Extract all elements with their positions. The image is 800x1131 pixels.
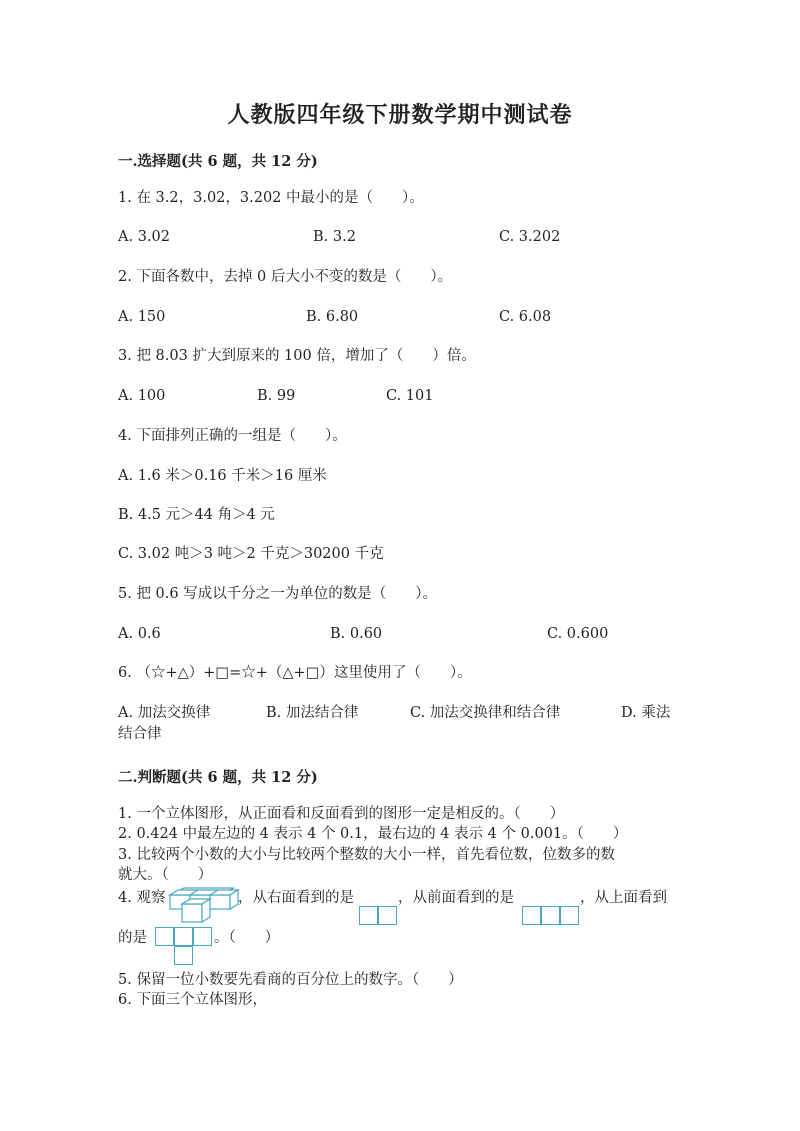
front-view-square bbox=[522, 906, 541, 925]
option-continuation: 结合律 bbox=[118, 726, 162, 742]
judgment-item: 3. 比较两个小数的大小与比较两个整数的大小一样，首先看位数，位数多的数 bbox=[118, 847, 615, 863]
judgment-item-text: 。（ ） bbox=[214, 930, 280, 946]
judgment-item: 4. 观察 bbox=[118, 890, 166, 906]
option: A. 0.6 bbox=[118, 626, 161, 642]
option: A. 加法交换律 bbox=[118, 705, 211, 721]
option: B. 99 bbox=[257, 388, 296, 404]
front-view-square bbox=[560, 906, 579, 925]
option: A. 150 bbox=[118, 309, 166, 325]
question-stem: 2. 下面各数中，去掉 0 后大小不变的数是（ ）。 bbox=[118, 269, 453, 285]
cube-figure bbox=[168, 890, 238, 926]
top-view-square bbox=[174, 946, 193, 965]
option: B. 6.80 bbox=[306, 309, 359, 325]
question-stem: 3. 把 8.03 扩大到原来的 100 倍，增加了（ ）倍。 bbox=[118, 348, 476, 364]
option: C. 3.02 吨＞3 吨＞2 千克＞30200 千克 bbox=[118, 546, 384, 562]
option: C. 加法交换律和结合律 bbox=[410, 705, 561, 721]
option: C. 3.202 bbox=[499, 229, 561, 245]
judgment-item: 2. 0.424 中最左边的 4 表示 4 个 0.1，最右边的 4 表示 4 个 0.001。（ ） bbox=[118, 826, 628, 842]
judgment-item-continuation: 就大。（ ） bbox=[118, 867, 213, 883]
top-view-square bbox=[174, 927, 193, 946]
right-view-square bbox=[359, 906, 378, 925]
judgment-item: 6. 下面三个立体图形， bbox=[118, 992, 267, 1008]
page-title: 人教版四年级下册数学期中测试卷 bbox=[227, 102, 573, 128]
option: A. 3.02 bbox=[118, 229, 170, 245]
front-view-square bbox=[541, 906, 560, 925]
option: A. 1.6 米＞0.16 千米＞16 厘米 bbox=[118, 468, 327, 484]
option: B. 加法结合律 bbox=[266, 705, 359, 721]
judgment-item-text: ，从上面看到 bbox=[580, 890, 667, 906]
top-view-square bbox=[155, 927, 174, 946]
question-stem: 6. （☆+△）+□=☆+（△+□）这里使用了（ ）。 bbox=[118, 665, 472, 681]
right-view-square bbox=[378, 906, 397, 925]
option: C. 0.600 bbox=[547, 626, 609, 642]
option: C. 101 bbox=[386, 388, 434, 404]
option: B. 4.5 元＞44 角＞4 元 bbox=[118, 507, 275, 523]
option: B. 0.60 bbox=[330, 626, 383, 642]
section-heading-judgment: 二.判断题(共 6 题，共 12 分) bbox=[118, 769, 318, 786]
question-stem: 5. 把 0.6 写成以千分之一为单位的数是（ ）。 bbox=[118, 586, 437, 602]
section-heading-choice: 一.选择题(共 6 题，共 12 分) bbox=[118, 153, 318, 170]
top-view-square bbox=[193, 927, 212, 946]
question-stem: 4. 下面排列正确的一组是（ ）。 bbox=[118, 428, 347, 444]
option: B. 3.2 bbox=[313, 229, 356, 245]
judgment-item-text: ，从前面看到的是 bbox=[398, 890, 514, 906]
question-stem: 1. 在 3.2，3.02，3.202 中最小的是（ ）。 bbox=[118, 190, 424, 206]
option: A. 100 bbox=[118, 388, 166, 404]
judgment-item-text: 的是 bbox=[118, 930, 147, 946]
judgment-item-text: ，从右面看到的是 bbox=[238, 890, 354, 906]
judgment-item: 5. 保留一位小数要先看商的百分位上的数字。（ ） bbox=[118, 972, 463, 988]
option: D. 乘法 bbox=[621, 705, 671, 721]
option: C. 6.08 bbox=[499, 309, 552, 325]
judgment-item: 1. 一个立体图形，从正面看和反面看到的图形一定是相反的。（ ） bbox=[118, 806, 565, 822]
